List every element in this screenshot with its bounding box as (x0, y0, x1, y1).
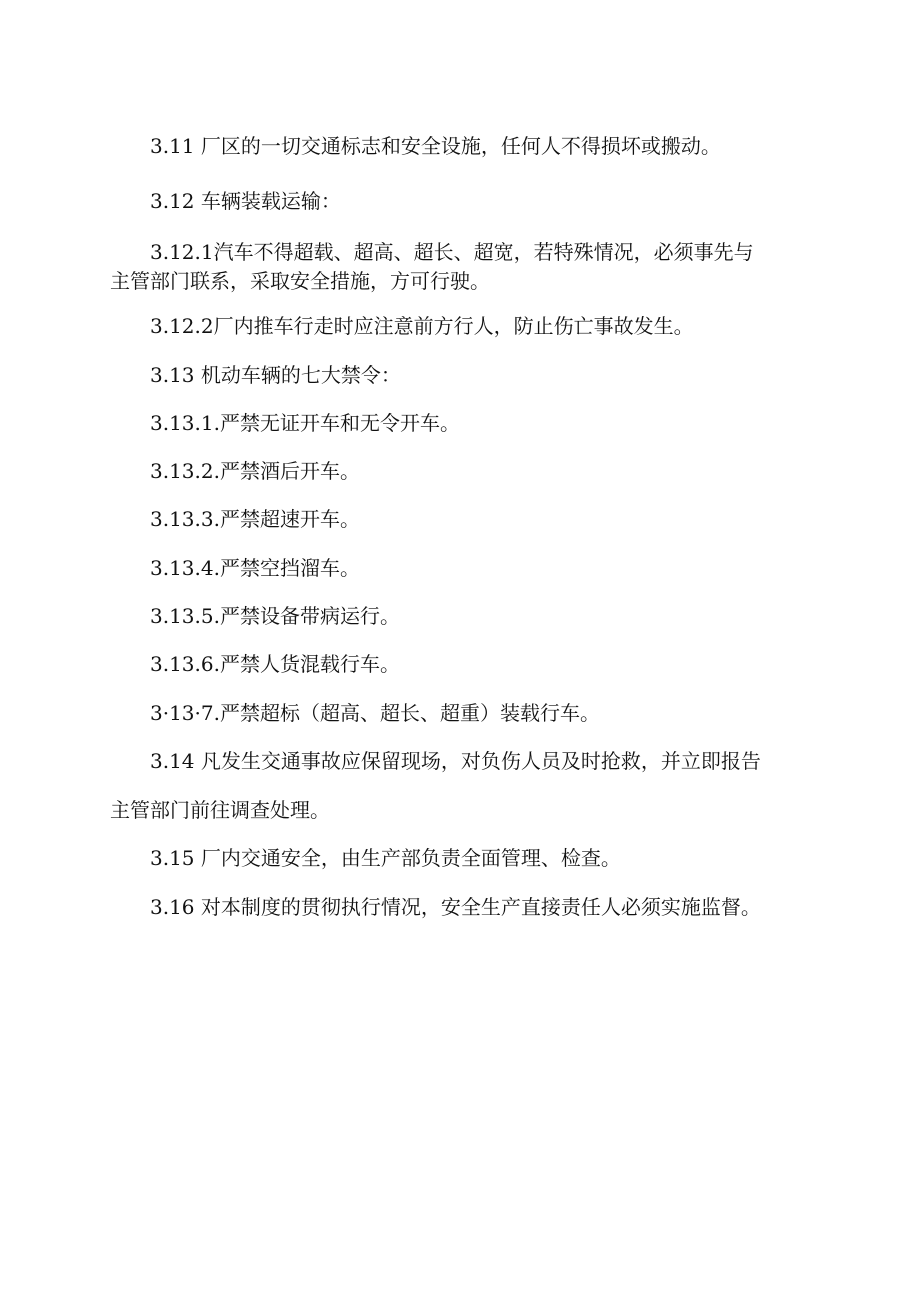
paragraph-3-12-1-line2: 主管部门联系，采取安全措施，方可行驶。 (110, 269, 490, 293)
paragraph-3-13-4: 3.13.4.严禁空挡溜车。 (150, 556, 360, 580)
paragraph-3-12: 3.12 车辆装载运输： (150, 189, 341, 213)
paragraph-3-14-line1: 3.14 凡发生交通事故应保留现场，对负伤人员及时抢救，并立即报告 (150, 749, 761, 773)
paragraph-3-12-2: 3.12.2厂内推车行走时应注意前方行人，防止伤亡事故发生。 (150, 314, 694, 338)
paragraph-3-13: 3.13 机动车辆的七大禁令： (150, 363, 401, 387)
paragraph-3-15: 3.15 厂内交通安全，由生产部负责全面管理、检查。 (150, 846, 621, 870)
paragraph-3-16: 3.16 对本制度的贯彻执行情况，安全生产直接责任人必须实施监督。 (150, 895, 761, 919)
paragraph-3-13-2: 3.13.2.严禁酒后开车。 (150, 459, 360, 483)
paragraph-3-13-1: 3.13.1.严禁无证开车和无令开车。 (150, 411, 460, 435)
paragraph-3-11: 3.11 厂区的一切交通标志和安全设施，任何人不得损坏或搬动。 (150, 134, 721, 158)
paragraph-3-13-7: 3·13·7.严禁超标（超高、超长、超重）装载行车。 (150, 701, 600, 725)
paragraph-3-14-line2: 主管部门前往调查处理。 (110, 798, 330, 822)
paragraph-3-13-3: 3.13.3.严禁超速开车。 (150, 507, 360, 531)
paragraph-3-13-5: 3.13.5.严禁设备带病运行。 (150, 604, 400, 628)
paragraph-3-12-1-line1: 3.12.1汽车不得超载、超高、超长、超宽，若特殊情况，必须事先与 (150, 240, 754, 264)
paragraph-3-13-6: 3.13.6.严禁人货混载行车。 (150, 652, 400, 676)
